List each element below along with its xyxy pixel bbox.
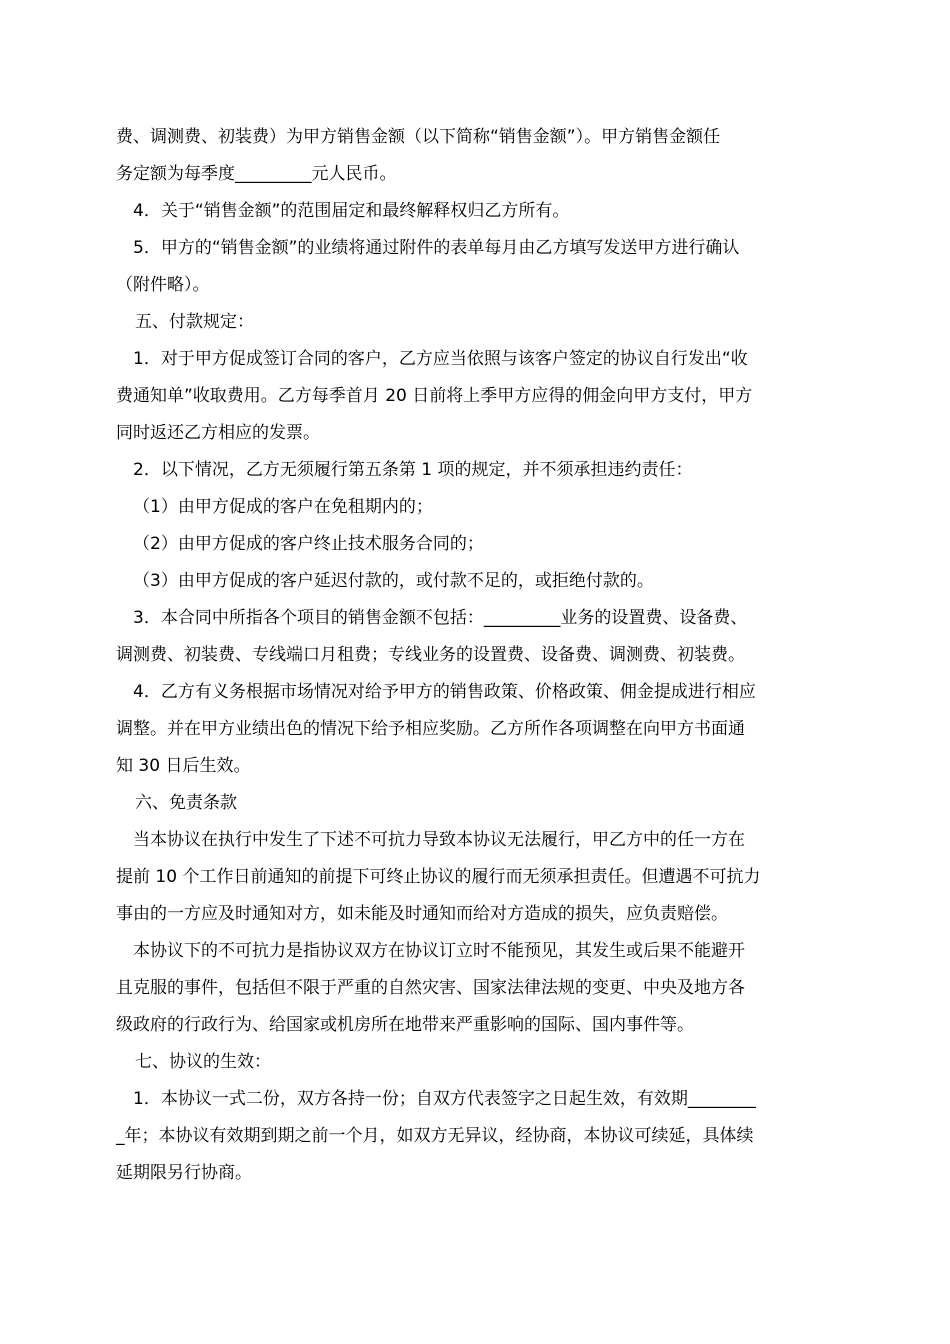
text-line: （附件略）。 <box>116 275 210 295</box>
section-heading-exemption: 六、免责条款 <box>135 793 237 813</box>
text-line: 且克服的事件，包括但不限于严重的自然灾害、国家法律法规的变更、中央及地方各 <box>116 978 745 998</box>
clause-4-line: 4．关于“销售金额”的范围届定和最终解释权归乙方所有。 <box>133 201 570 221</box>
text-line: 务定额为每季度_________元人民币。 <box>116 164 397 184</box>
text-line: 费通知单”收取费用。乙方每季首月 20 日前将上季甲方应得的佣金向甲方支付，甲方 <box>116 386 753 406</box>
text-line: 调整。并在甲方业绩出色的情况下给予相应奖励。乙方所作各项调整在向甲方书面通 <box>116 719 745 739</box>
effect-clause-1-line: 1．本协议一式二份，双方各持一份；自双方代表签字之日起生效，有效期________ <box>133 1089 756 1109</box>
payment-clause-4-line: 4．乙方有义务根据市场情况对给予甲方的销售政策、价格政策、佣金提成进行相应 <box>133 682 756 702</box>
contract-text <box>116 119 838 1192</box>
payment-clause-2-line: 2．以下情况，乙方无须履行第五条第 1 项的规定，并不须承担违约责任： <box>133 460 693 480</box>
section-heading-effect: 七、协议的生效： <box>135 1052 271 1072</box>
text-line: 延期限另行协商。 <box>116 1163 252 1183</box>
text-line: 级政府的行政行为、给国家或机房所在地带来严重影响的国际、国内事件等。 <box>116 1015 694 1035</box>
sub-item-3: （3）由甲方促成的客户延迟付款的，或付款不足的，或拒绝付款的。 <box>133 571 654 591</box>
section-heading-payment: 五、付款规定： <box>135 312 254 332</box>
text-line: 事由的一方应及时通知对方，如未能及时通知而给对方造成的损失，应负责赔偿。 <box>116 904 728 924</box>
text-line: 调测费、初装费、专线端口月租费；专线业务的设置费、设备费、调测费、初装费。 <box>116 645 745 665</box>
sub-item-2: （2）由甲方促成的客户终止技术服务合同的； <box>133 534 484 554</box>
text-line: 费、调测费、初装费）为甲方销售金额（以下简称“销售金额”）。甲方销售金额任 <box>116 127 721 147</box>
exemption-paragraph-1-line: 当本协议在执行中发生了下述不可抗力导致本协议无法履行，甲乙方中的任一方在 <box>133 830 745 850</box>
clause-5-line: 5．甲方的“销售金额”的业绩将通过附件的表单每月由乙方填写发送甲方进行确认 <box>133 238 740 258</box>
payment-clause-3-line: 3．本合同中所指各个项目的销售金额不包括：_________业务的设置费、设备费、 <box>133 608 748 628</box>
exemption-paragraph-2-line: 本协议下的不可抗力是指协议双方在协议订立时不能预见，其发生或后果不能避开 <box>133 941 745 961</box>
text-line: _年；本协议有效期到期之前一个月，如双方无异议，经协商，本协议可续延，具体续 <box>116 1126 754 1146</box>
sub-item-1: （1）由甲方促成的客户在免租期内的； <box>133 497 433 517</box>
text-line: 知 30 日后生效。 <box>116 756 251 776</box>
payment-clause-1-line: 1．对于甲方促成签订合同的客户，乙方应当依照与该客户签定的协议自行发出“收 <box>133 349 748 369</box>
text-line: 同时返还乙方相应的发票。 <box>116 423 320 443</box>
text-line: 提前 10 个工作日前通知的前提下可终止协议的履行而无须承担责任。但遭遇不可抗力 <box>116 867 761 887</box>
